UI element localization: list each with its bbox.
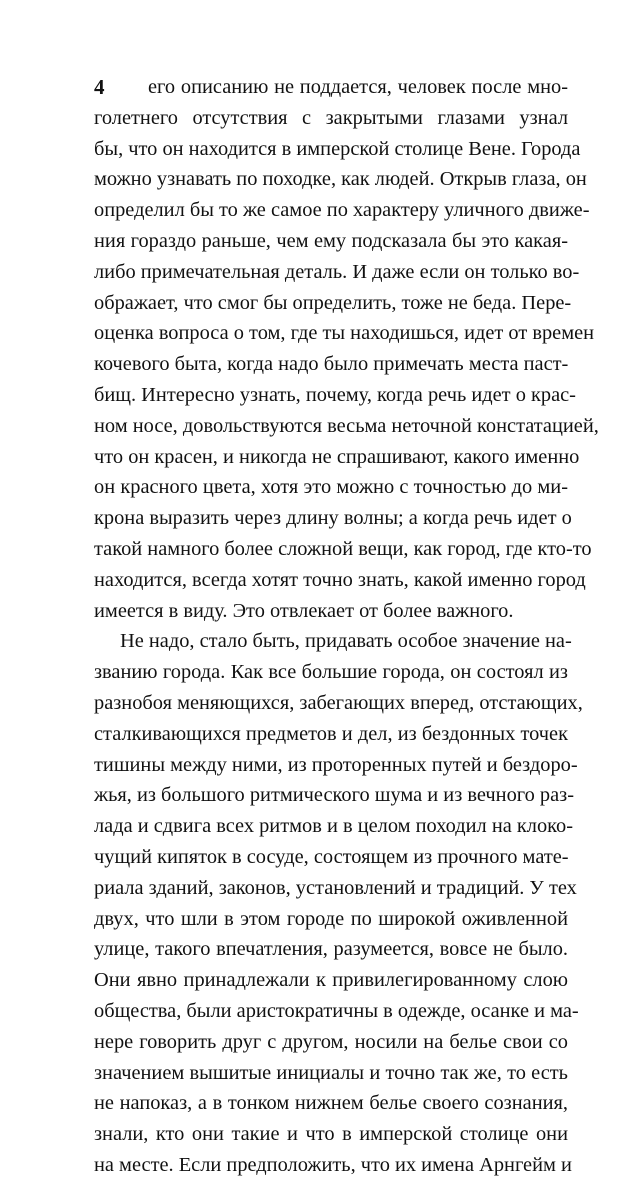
- text-line: сталкивающихся предметов и дел, из бездонных точек: [94, 722, 568, 745]
- text-line: нере говорить друг с другом, носили на белье свои со: [94, 1030, 568, 1053]
- text-line: бы, что он находится в имперской столице Вене. Города: [94, 137, 581, 160]
- text-line: жья, из большого ритмического шума и из вечного раз-: [94, 784, 575, 807]
- text-line: имеется в виду. Это отвлекает от более важного.: [94, 599, 514, 622]
- text-line: оценка вопроса о том, где ты находишься, идет от времен: [94, 322, 595, 345]
- text-line: он красного цвета, хотя это можно с точностью до ми-: [94, 476, 568, 499]
- text-line: значением вышитые инициалы и точно так же, то есть: [94, 1061, 568, 1084]
- text-line: на месте. Если предположить, что их имена Арнгейм и: [94, 1153, 572, 1176]
- text-line: не напоказ, а в тонком нижнем белье своего сознания,: [94, 1092, 568, 1115]
- text-line: такой намного более сложной вещи, как город, где кто-то: [94, 537, 592, 560]
- text-line: Не надо, стало быть, придавать особое значение на-: [120, 630, 572, 653]
- text-line: находится, всегда хотят точно знать, какой именно город: [94, 568, 586, 591]
- text-line: двух, что шли в этом городе по широкой оживленной: [94, 907, 568, 930]
- text-line: общества, были аристократичны в одежде, осанке и ма-: [94, 999, 579, 1022]
- page-number: 4: [94, 75, 105, 99]
- text-line: ображает, что смог бы определить, тоже не беда. Пере-: [94, 291, 572, 314]
- text-line: бищ. Интересно узнать, почему, когда речь идет о крас-: [94, 383, 576, 406]
- text-line: можно узнавать по походке, как людей. Открыв глаза, он: [94, 168, 587, 191]
- text-line: крона выразить через длину волны; а когда речь идет о: [94, 507, 572, 530]
- text-line: определил бы то же самое по характеру уличного движе-: [94, 199, 590, 222]
- text-line: улице, такого впечатления, разумеется, вовсе не было.: [94, 938, 568, 961]
- text-line: разнобоя меняющихся, забегающих вперед, отстающих,: [94, 691, 583, 714]
- text-line: тишины между ними, из проторенных путей и бездоро-: [94, 753, 578, 776]
- text-line: риала зданий, законов, установлений и традиций. У тех: [94, 876, 577, 899]
- text-line: ния гораздо раньше, чем ему подсказала бы это какая-: [94, 229, 568, 252]
- text-line: что он красен, и никогда не спрашивают, какого именно: [94, 445, 580, 468]
- text-line: голетнего отсутствия с закрытыми глазами узнал: [94, 106, 568, 129]
- text-line: его описанию не поддается, человек после мно-: [148, 76, 568, 98]
- text-line: ном носе, довольствуются весьма неточной констатацией,: [94, 414, 599, 437]
- text-line: чущий кипяток в сосуде, состоящем из прочного мате-: [94, 845, 569, 868]
- body-text: [94, 72, 599, 1181]
- text-line: лада и сдвига всех ритмов и в целом походил на клоко-: [94, 815, 574, 838]
- text-line: Они явно принадлежали к привилегированному слою: [94, 969, 568, 992]
- text-line: кочевого быта, когда надо было примечать места паст-: [94, 353, 569, 376]
- text-line: либо примечательная деталь. И даже если он только во-: [94, 260, 580, 283]
- text-line: знали, кто они такие и что в имперской столице они: [94, 1123, 568, 1146]
- text-line: званию города. Как все большие города, он состоял из: [94, 661, 568, 684]
